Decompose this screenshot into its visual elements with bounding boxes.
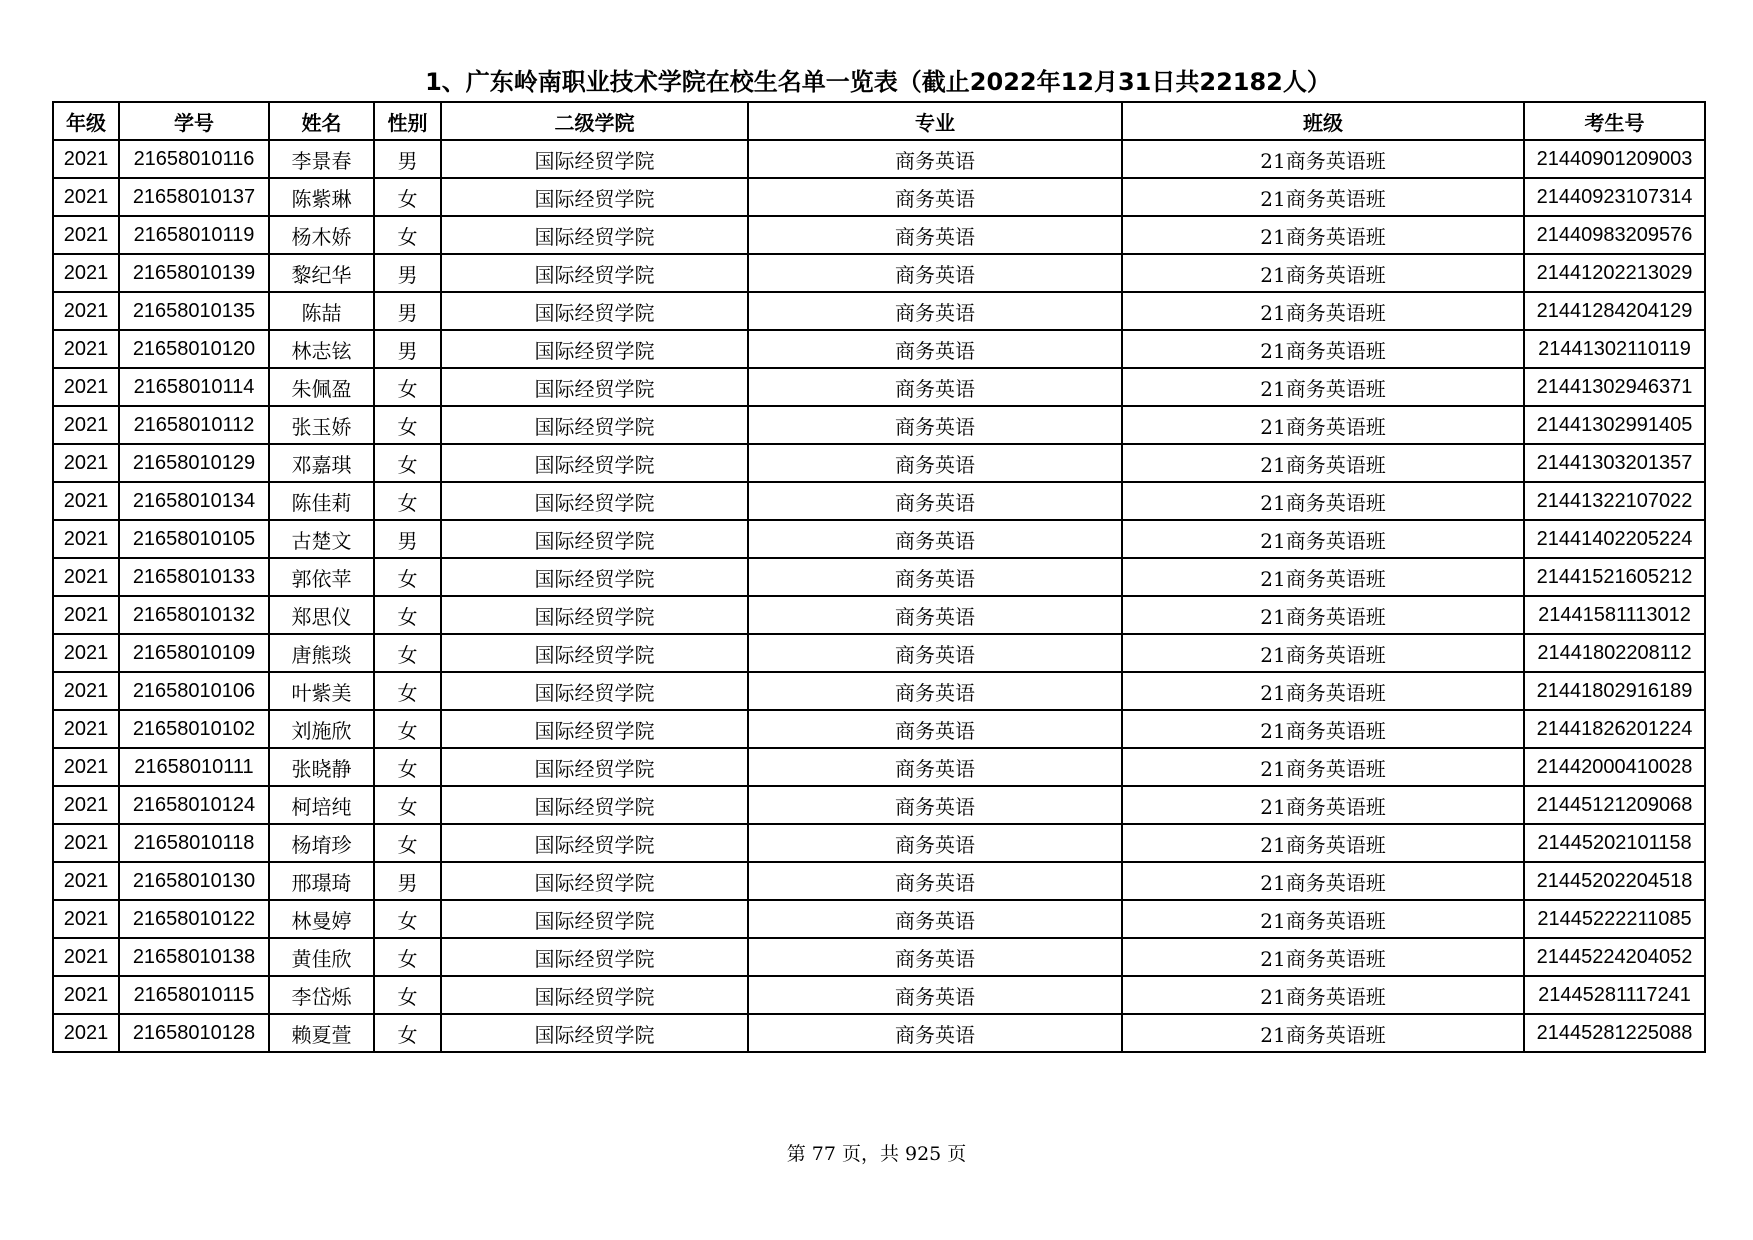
exam-id-cell: 21441302946371	[1524, 368, 1705, 406]
student-id-cell: 21658010124	[119, 786, 269, 824]
gender-cell: 男	[374, 330, 441, 368]
grade-cell: 2021	[53, 710, 119, 748]
major-cell: 商务英语	[748, 1014, 1122, 1052]
student-id-cell: 21658010128	[119, 1014, 269, 1052]
major-cell: 商务英语	[748, 368, 1122, 406]
major-cell: 商务英语	[748, 140, 1122, 178]
student-id-cell: 21658010133	[119, 558, 269, 596]
gender-cell: 女	[374, 900, 441, 938]
column-header-name: 姓名	[269, 102, 374, 140]
college-cell: 国际经贸学院	[441, 596, 748, 634]
name-cell: 陈喆	[269, 292, 374, 330]
student-id-cell: 21658010137	[119, 178, 269, 216]
class-cell: 21商务英语班	[1122, 748, 1524, 786]
gender-cell: 女	[374, 976, 441, 1014]
college-cell: 国际经贸学院	[441, 938, 748, 976]
student-id-cell: 21658010112	[119, 406, 269, 444]
student-id-cell: 21658010115	[119, 976, 269, 1014]
exam-id-cell: 21445281117241	[1524, 976, 1705, 1014]
student-id-cell: 21658010134	[119, 482, 269, 520]
gender-cell: 女	[374, 672, 441, 710]
class-cell: 21商务英语班	[1122, 786, 1524, 824]
college-cell: 国际经贸学院	[441, 786, 748, 824]
college-cell: 国际经贸学院	[441, 1014, 748, 1052]
major-cell: 商务英语	[748, 330, 1122, 368]
gender-cell: 女	[374, 748, 441, 786]
grade-cell: 2021	[53, 1014, 119, 1052]
major-cell: 商务英语	[748, 558, 1122, 596]
table-row	[53, 1014, 1705, 1052]
student-id-cell: 21658010129	[119, 444, 269, 482]
class-cell: 21商务英语班	[1122, 938, 1524, 976]
grade-cell: 2021	[53, 178, 119, 216]
gender-cell: 女	[374, 786, 441, 824]
name-cell: 郭依苹	[269, 558, 374, 596]
table-row	[53, 596, 1705, 634]
exam-id-cell: 21441302991405	[1524, 406, 1705, 444]
gender-cell: 男	[374, 254, 441, 292]
class-cell: 21商务英语班	[1122, 406, 1524, 444]
student-id-cell: 21658010109	[119, 634, 269, 672]
name-cell: 唐熊琰	[269, 634, 374, 672]
document-title: 1、广东岭南职业技术学院在校生名单一览表（截止2022年12月31日共22182人）	[425, 68, 1331, 96]
gender-cell: 女	[374, 178, 441, 216]
name-cell: 赖夏萱	[269, 1014, 374, 1052]
table-row	[53, 178, 1705, 216]
table-row	[53, 330, 1705, 368]
column-header-grade: 年级	[53, 102, 119, 140]
table-row	[53, 482, 1705, 520]
name-cell: 张晓静	[269, 748, 374, 786]
table-row	[53, 862, 1705, 900]
student-id-cell: 21658010105	[119, 520, 269, 558]
column-header-gender: 性别	[374, 102, 441, 140]
gender-cell: 男	[374, 862, 441, 900]
grade-cell: 2021	[53, 824, 119, 862]
major-cell: 商务英语	[748, 216, 1122, 254]
exam-id-cell: 21441202213029	[1524, 254, 1705, 292]
exam-id-cell: 21441284204129	[1524, 292, 1705, 330]
gender-cell: 女	[374, 596, 441, 634]
student-id-cell: 21658010118	[119, 824, 269, 862]
table-row	[53, 710, 1705, 748]
major-cell: 商务英语	[748, 710, 1122, 748]
college-cell: 国际经贸学院	[441, 254, 748, 292]
college-cell: 国际经贸学院	[441, 292, 748, 330]
major-cell: 商务英语	[748, 634, 1122, 672]
table-header-row	[53, 102, 1705, 140]
student-roster-table	[52, 101, 1706, 1053]
class-cell: 21商务英语班	[1122, 140, 1524, 178]
exam-id-cell: 21445281225088	[1524, 1014, 1705, 1052]
grade-cell: 2021	[53, 406, 119, 444]
gender-cell: 女	[374, 634, 441, 672]
table-row	[53, 748, 1705, 786]
major-cell: 商务英语	[748, 900, 1122, 938]
gender-cell: 男	[374, 140, 441, 178]
gender-cell: 女	[374, 216, 441, 254]
class-cell: 21商务英语班	[1122, 368, 1524, 406]
student-id-cell: 21658010102	[119, 710, 269, 748]
name-cell: 古楚文	[269, 520, 374, 558]
college-cell: 国际经贸学院	[441, 710, 748, 748]
exam-id-cell: 21445202204518	[1524, 862, 1705, 900]
grade-cell: 2021	[53, 368, 119, 406]
gender-cell: 女	[374, 710, 441, 748]
column-header-major: 专业	[748, 102, 1122, 140]
exam-id-cell: 21441322107022	[1524, 482, 1705, 520]
grade-cell: 2021	[53, 216, 119, 254]
column-header-class: 班级	[1122, 102, 1524, 140]
exam-id-cell: 21440923107314	[1524, 178, 1705, 216]
table-row	[53, 976, 1705, 1014]
class-cell: 21商务英语班	[1122, 520, 1524, 558]
major-cell: 商务英语	[748, 976, 1122, 1014]
grade-cell: 2021	[53, 330, 119, 368]
class-cell: 21商务英语班	[1122, 216, 1524, 254]
student-id-cell: 21658010106	[119, 672, 269, 710]
student-id-cell: 21658010116	[119, 140, 269, 178]
name-cell: 李景春	[269, 140, 374, 178]
college-cell: 国际经贸学院	[441, 406, 748, 444]
grade-cell: 2021	[53, 900, 119, 938]
college-cell: 国际经贸学院	[441, 672, 748, 710]
exam-id-cell: 21441303201357	[1524, 444, 1705, 482]
college-cell: 国际经贸学院	[441, 482, 748, 520]
class-cell: 21商务英语班	[1122, 1014, 1524, 1052]
exam-id-cell: 21440983209576	[1524, 216, 1705, 254]
major-cell: 商务英语	[748, 938, 1122, 976]
class-cell: 21商务英语班	[1122, 254, 1524, 292]
college-cell: 国际经贸学院	[441, 558, 748, 596]
class-cell: 21商务英语班	[1122, 976, 1524, 1014]
major-cell: 商务英语	[748, 520, 1122, 558]
class-cell: 21商务英语班	[1122, 330, 1524, 368]
college-cell: 国际经贸学院	[441, 330, 748, 368]
exam-id-cell: 21441802208112	[1524, 634, 1705, 672]
class-cell: 21商务英语班	[1122, 482, 1524, 520]
table-row	[53, 634, 1705, 672]
gender-cell: 女	[374, 406, 441, 444]
name-cell: 刘施欣	[269, 710, 374, 748]
table-row	[53, 938, 1705, 976]
major-cell: 商务英语	[748, 292, 1122, 330]
grade-cell: 2021	[53, 748, 119, 786]
table-row	[53, 900, 1705, 938]
name-cell: 杨木娇	[269, 216, 374, 254]
grade-cell: 2021	[53, 862, 119, 900]
name-cell: 陈紫琳	[269, 178, 374, 216]
class-cell: 21商务英语班	[1122, 824, 1524, 862]
student-id-cell: 21658010111	[119, 748, 269, 786]
major-cell: 商务英语	[748, 444, 1122, 482]
name-cell: 邢璟琦	[269, 862, 374, 900]
gender-cell: 女	[374, 938, 441, 976]
student-id-cell: 21658010119	[119, 216, 269, 254]
student-id-cell: 21658010139	[119, 254, 269, 292]
class-cell: 21商务英语班	[1122, 178, 1524, 216]
table-row	[53, 786, 1705, 824]
column-header-student-id: 学号	[119, 102, 269, 140]
name-cell: 林曼婷	[269, 900, 374, 938]
table-row	[53, 444, 1705, 482]
grade-cell: 2021	[53, 786, 119, 824]
exam-id-cell: 21441802916189	[1524, 672, 1705, 710]
college-cell: 国际经贸学院	[441, 824, 748, 862]
class-cell: 21商务英语班	[1122, 710, 1524, 748]
gender-cell: 女	[374, 482, 441, 520]
student-id-cell: 21658010138	[119, 938, 269, 976]
grade-cell: 2021	[53, 482, 119, 520]
exam-id-cell: 21441402205224	[1524, 520, 1705, 558]
exam-id-cell: 21445202101158	[1524, 824, 1705, 862]
gender-cell: 女	[374, 1014, 441, 1052]
page-footer: 第 77 页，共 925 页	[786, 1143, 967, 1165]
college-cell: 国际经贸学院	[441, 140, 748, 178]
student-id-cell: 21658010120	[119, 330, 269, 368]
grade-cell: 2021	[53, 634, 119, 672]
grade-cell: 2021	[53, 596, 119, 634]
class-cell: 21商务英语班	[1122, 634, 1524, 672]
table-row	[53, 824, 1705, 862]
college-cell: 国际经贸学院	[441, 444, 748, 482]
student-id-cell: 21658010122	[119, 900, 269, 938]
name-cell: 叶紫美	[269, 672, 374, 710]
college-cell: 国际经贸学院	[441, 216, 748, 254]
grade-cell: 2021	[53, 292, 119, 330]
gender-cell: 女	[374, 824, 441, 862]
major-cell: 商务英语	[748, 862, 1122, 900]
major-cell: 商务英语	[748, 178, 1122, 216]
gender-cell: 女	[374, 444, 441, 482]
student-id-cell: 21658010132	[119, 596, 269, 634]
college-cell: 国际经贸学院	[441, 748, 748, 786]
table-row	[53, 216, 1705, 254]
gender-cell: 女	[374, 558, 441, 596]
grade-cell: 2021	[53, 444, 119, 482]
exam-id-cell: 21445224204052	[1524, 938, 1705, 976]
major-cell: 商务英语	[748, 406, 1122, 444]
name-cell: 林志铉	[269, 330, 374, 368]
table-row	[53, 368, 1705, 406]
table-row	[53, 558, 1705, 596]
name-cell: 郑思仪	[269, 596, 374, 634]
major-cell: 商务英语	[748, 254, 1122, 292]
table-row	[53, 292, 1705, 330]
table-body	[53, 140, 1705, 1052]
student-id-cell: 21658010114	[119, 368, 269, 406]
grade-cell: 2021	[53, 672, 119, 710]
name-cell: 邓嘉琪	[269, 444, 374, 482]
table-row	[53, 520, 1705, 558]
class-cell: 21商务英语班	[1122, 862, 1524, 900]
major-cell: 商务英语	[748, 786, 1122, 824]
exam-id-cell: 21441581113012	[1524, 596, 1705, 634]
name-cell: 朱佩盈	[269, 368, 374, 406]
class-cell: 21商务英语班	[1122, 596, 1524, 634]
table-row	[53, 140, 1705, 178]
grade-cell: 2021	[53, 254, 119, 292]
grade-cell: 2021	[53, 976, 119, 1014]
table-row	[53, 406, 1705, 444]
grade-cell: 2021	[53, 558, 119, 596]
major-cell: 商务英语	[748, 596, 1122, 634]
major-cell: 商务英语	[748, 482, 1122, 520]
major-cell: 商务英语	[748, 824, 1122, 862]
exam-id-cell: 21445121209068	[1524, 786, 1705, 824]
exam-id-cell: 21445222211085	[1524, 900, 1705, 938]
grade-cell: 2021	[53, 938, 119, 976]
gender-cell: 男	[374, 520, 441, 558]
major-cell: 商务英语	[748, 672, 1122, 710]
name-cell: 陈佳莉	[269, 482, 374, 520]
grade-cell: 2021	[53, 520, 119, 558]
name-cell: 黄佳欣	[269, 938, 374, 976]
gender-cell: 男	[374, 292, 441, 330]
exam-id-cell: 21442000410028	[1524, 748, 1705, 786]
gender-cell: 女	[374, 368, 441, 406]
college-cell: 国际经贸学院	[441, 900, 748, 938]
college-cell: 国际经贸学院	[441, 634, 748, 672]
student-id-cell: 21658010135	[119, 292, 269, 330]
college-cell: 国际经贸学院	[441, 178, 748, 216]
exam-id-cell: 21441521605212	[1524, 558, 1705, 596]
name-cell: 李岱烁	[269, 976, 374, 1014]
student-id-cell: 21658010130	[119, 862, 269, 900]
major-cell: 商务英语	[748, 748, 1122, 786]
exam-id-cell: 21441826201224	[1524, 710, 1705, 748]
table-row	[53, 672, 1705, 710]
college-cell: 国际经贸学院	[441, 520, 748, 558]
name-cell: 黎纪华	[269, 254, 374, 292]
class-cell: 21商务英语班	[1122, 672, 1524, 710]
table-row	[53, 254, 1705, 292]
column-header-exam-id: 考生号	[1524, 102, 1705, 140]
exam-id-cell: 21441302110119	[1524, 330, 1705, 368]
exam-id-cell: 21440901209003	[1524, 140, 1705, 178]
column-header-college: 二级学院	[441, 102, 748, 140]
college-cell: 国际经贸学院	[441, 862, 748, 900]
college-cell: 国际经贸学院	[441, 976, 748, 1014]
name-cell: 杨堉珍	[269, 824, 374, 862]
class-cell: 21商务英语班	[1122, 292, 1524, 330]
class-cell: 21商务英语班	[1122, 900, 1524, 938]
class-cell: 21商务英语班	[1122, 558, 1524, 596]
college-cell: 国际经贸学院	[441, 368, 748, 406]
class-cell: 21商务英语班	[1122, 444, 1524, 482]
name-cell: 柯培纯	[269, 786, 374, 824]
name-cell: 张玉娇	[269, 406, 374, 444]
grade-cell: 2021	[53, 140, 119, 178]
